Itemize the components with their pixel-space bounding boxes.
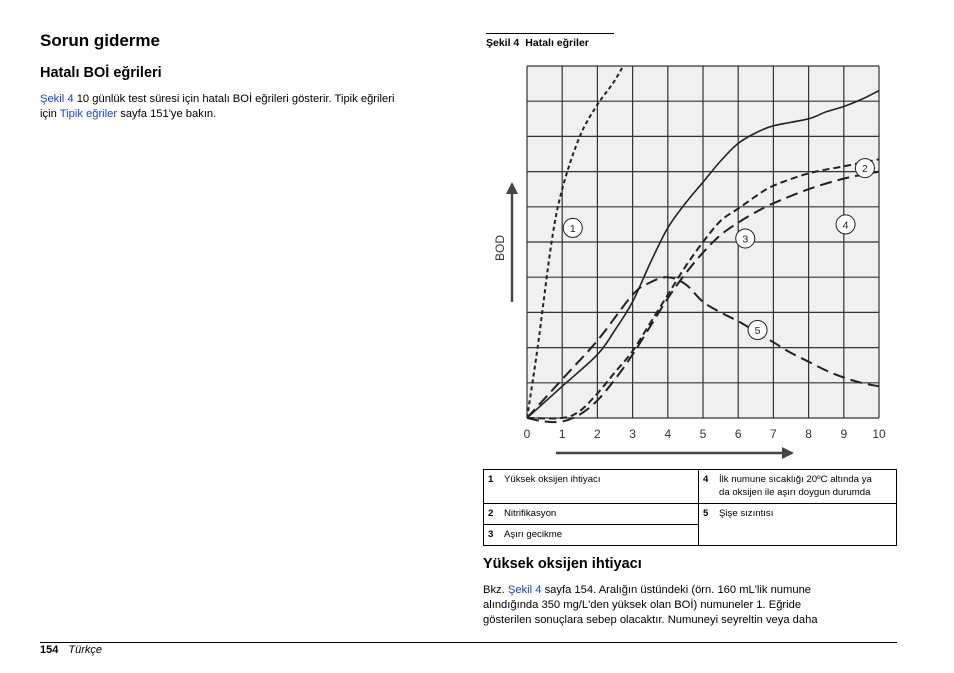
legend-text-line: İlk numune sıcaklığı 20ºC altında ya [719,474,872,485]
subsection-title: Hatalı BOİ eğrileri [40,65,162,81]
section-title: Sorun giderme [40,31,160,50]
figure-caption-rule [486,33,614,34]
legend-number: 5 [699,504,716,546]
footer-rule [40,642,897,643]
bod-curves-chart [486,52,896,462]
figure-number: Şekil 4 [486,37,520,49]
typical-curves-link[interactable]: Tipik eğriler [59,108,118,120]
footer-language: Türkçe [68,644,102,656]
x-tick-label: 6 [734,427,742,441]
x-tick-label: 10 [872,427,886,441]
figure-caption-text: Hatalı eğriler [525,37,589,49]
legend-number: 1 [484,470,501,504]
x-tick-label: 2 [594,427,601,441]
legend-row [484,504,897,525]
curve-marker-label-4: 4 [842,219,849,232]
figure-link[interactable]: Şekil 4 [40,93,74,105]
curve-marker-label-5: 5 [754,325,761,337]
x-tick-label: 4 [664,427,672,441]
x-tick-label: 8 [805,427,812,441]
x-tick-label: 7 [770,427,777,441]
x-tick-label: 0 [523,427,531,441]
figure-legend-table [483,469,897,546]
figure-caption [486,37,595,49]
curve-marker-label-1: 1 [569,222,576,235]
x-tick-label: 9 [840,427,848,441]
section2-line-1: sayfa 154. Aralığın üstündeki (örn. 160 mL'lik numune [541,584,812,596]
legend-text: Aşırı gecikme [500,525,699,546]
intro-text-2-prefix: için [40,108,60,120]
legend-text [715,470,897,504]
legend-text-line: da oksijen ile aşırı doygun durumda [719,487,871,498]
curve-marker-label-2: 2 [861,163,868,176]
chart-x-ticks [524,427,886,441]
legend-text: Nitrifikasyon [500,504,699,525]
legend-text: Yüksek oksijen ihtiyacı [500,470,699,504]
intro-paragraph [40,92,460,122]
section2-paragraph [483,583,897,628]
x-tick-label: 3 [629,427,636,441]
intro-text-1: 10 günlük test süresi için hatalı BOİ eğrileri gösterir. Tipik eğrileri [73,93,395,105]
legend-row [484,470,897,504]
legend-number: 4 [699,470,716,504]
legend-number: 3 [484,525,501,546]
legend-text: Şişe sızıntısı [715,504,897,546]
section2-prefix: Bkz. [483,584,508,596]
legend-number: 2 [484,504,501,525]
y-axis-label: BOD [493,234,507,262]
footer [40,644,102,656]
page-number: 154 [40,644,59,656]
intro-text-2-suffix: sayfa 151'ye bakın. [117,108,217,120]
section2-line-3: gösterilen sonuçlara sebep olacaktır. Numuneyi seyreltin veya daha [483,614,818,626]
x-tick-label: 1 [558,427,566,441]
curve-marker-label-3: 3 [742,233,749,246]
figure-link-2[interactable]: Şekil 4 [507,584,542,596]
x-tick-label: 5 [699,427,707,441]
section2-title: Yüksek oksijen ihtiyacı [483,556,642,572]
section2-line-2: alındığında 350 mg/L'den yüksek olan BOİ) numuneler 1. Eğride [483,599,802,611]
